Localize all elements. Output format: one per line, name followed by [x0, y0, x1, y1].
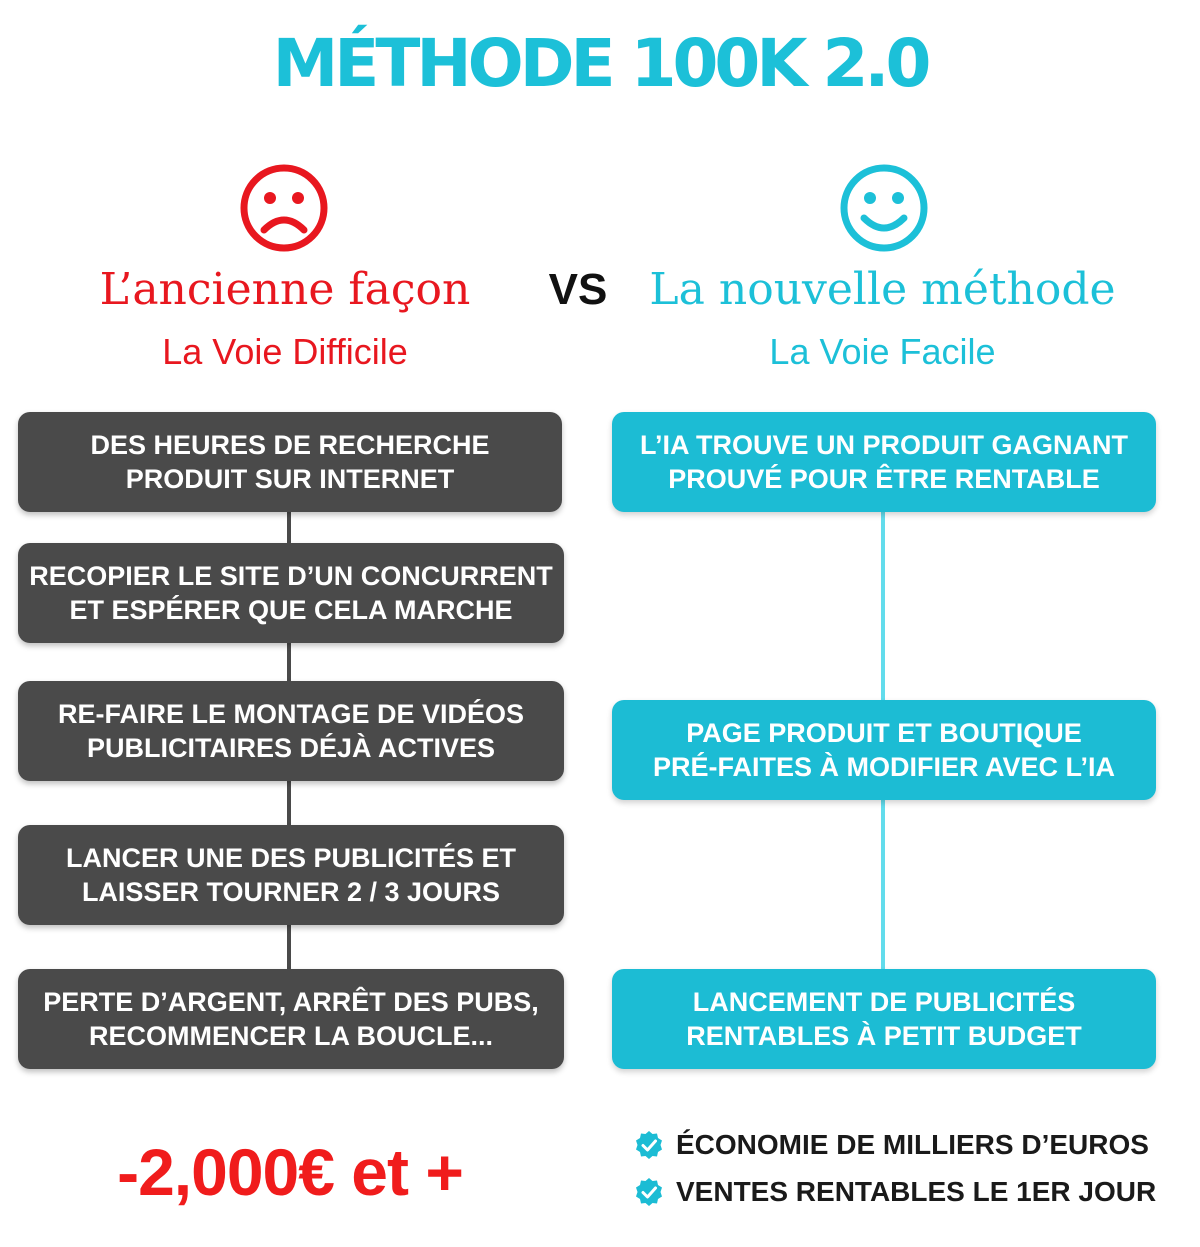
vs-label: VS — [548, 265, 608, 314]
old-way-subtitle: La Voie Difficile — [162, 331, 408, 372]
old-way-connector — [287, 778, 291, 826]
old-way-connector — [287, 640, 291, 682]
new-way-step-3: LANCEMENT DE PUBLICITÉS RENTABLES À PETIT BUDGET — [612, 969, 1156, 1069]
verified-check-icon — [634, 1130, 664, 1160]
old-way-step-1: DES HEURES DE RECHERCHE PRODUIT SUR INTERNET — [18, 412, 562, 512]
happy-face-icon — [838, 162, 930, 254]
new-way-subtitle: La Voie Facile — [769, 331, 996, 372]
benefit-text: VENTES RENTABLES LE 1ER JOUR — [676, 1176, 1157, 1207]
old-way-step-2: RECOPIER LE SITE D’UN CONCURRENT ET ESPÉRER QUE CELA MARCHE — [18, 543, 564, 643]
old-way-step-5: PERTE D’ARGENT, ARRÊT DES PUBS, RECOMMENCER LA BOUCLE... — [18, 969, 564, 1069]
page-title: MÉTHODE 100K 2.0 — [272, 25, 928, 102]
new-way-step-1: L’IA TROUVE UN PRODUIT GAGNANT PROUVÉ POUR ÊTRE RENTABLE — [612, 412, 1156, 512]
old-way-step-3: RE-FAIRE LE MONTAGE DE VIDÉOS PUBLICITAIRES DÉJÀ ACTIVES — [18, 681, 564, 781]
benefit-item — [634, 1174, 1156, 1210]
old-way-title: L’ancienne façon — [99, 264, 471, 315]
new-way-connector — [881, 796, 885, 972]
new-way-title: La nouvelle méthode — [649, 264, 1116, 315]
old-way-step-4: LANCER UNE DES PUBLICITÉS ET LAISSER TOURNER 2 / 3 JOURS — [18, 825, 564, 925]
new-way-step-2: PAGE PRODUIT ET BOUTIQUE PRÉ-FAITES À MODIFIER AVEC L’IA — [612, 700, 1156, 800]
sad-face-icon — [238, 162, 330, 254]
benefit-item — [634, 1127, 1149, 1163]
old-way-connector — [287, 922, 291, 970]
verified-check-icon — [634, 1177, 664, 1207]
new-way-connector — [881, 510, 885, 702]
old-way-connector — [287, 510, 291, 546]
benefit-text: ÉCONOMIE DE MILLIERS D’EUROS — [676, 1129, 1149, 1160]
old-way-cost: -2,000€ et + — [117, 1135, 463, 1209]
